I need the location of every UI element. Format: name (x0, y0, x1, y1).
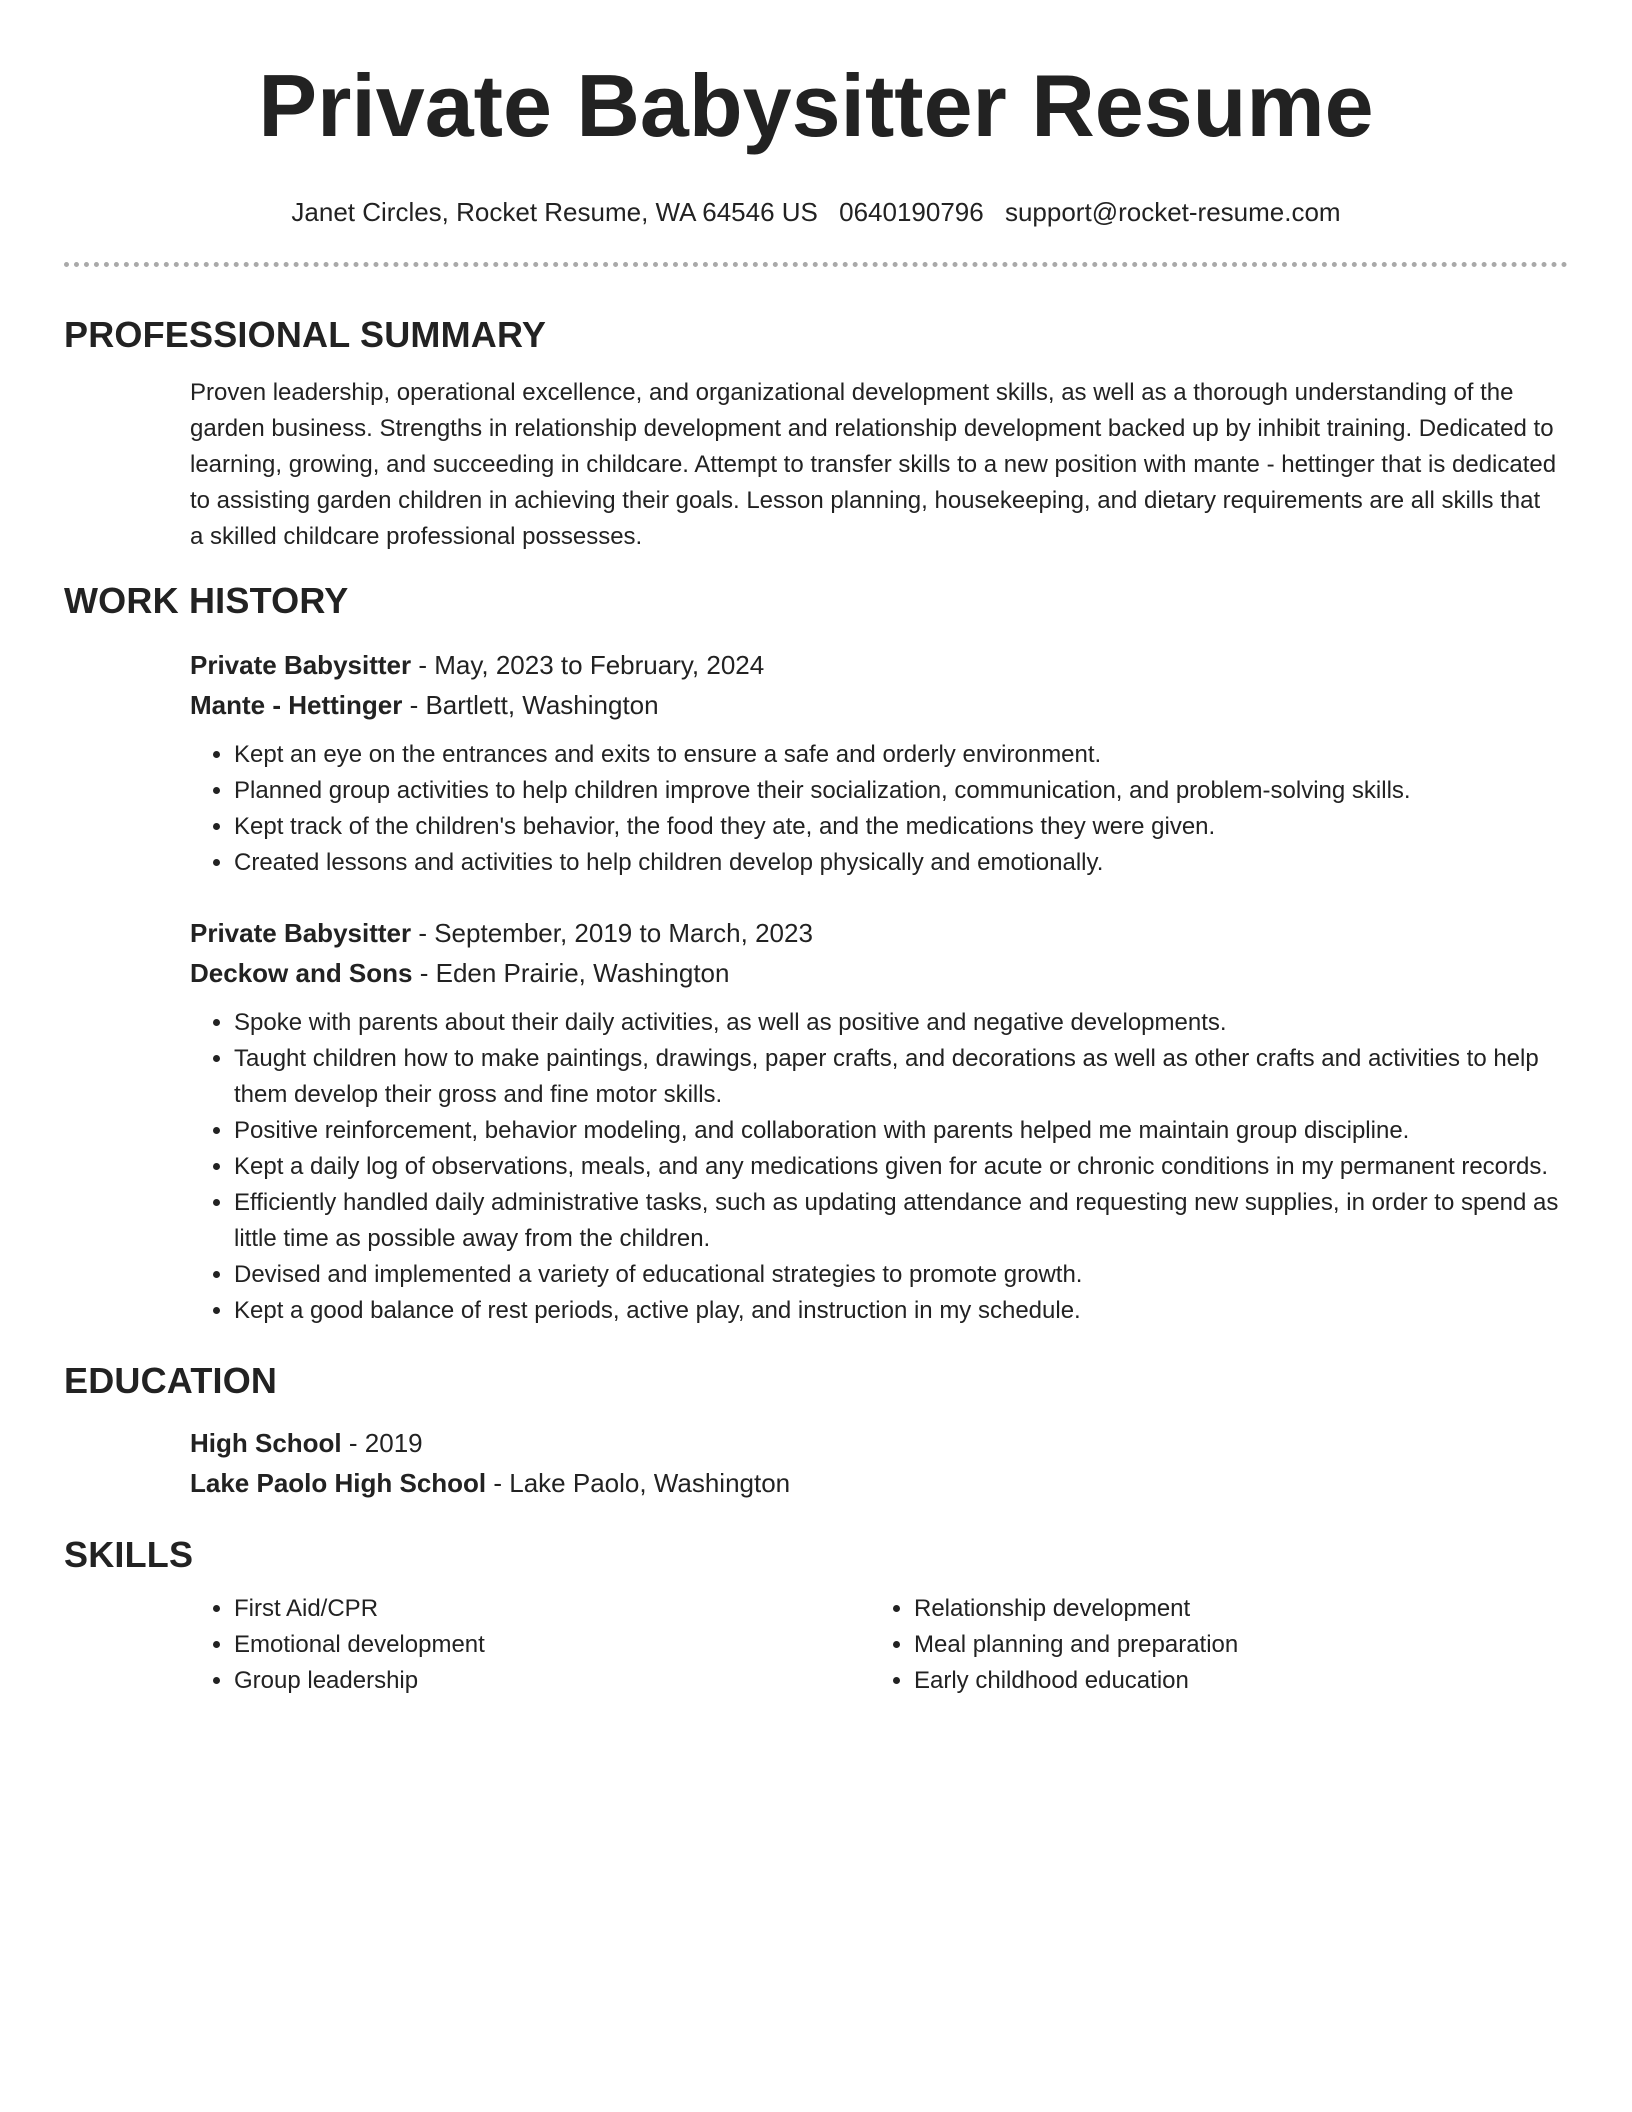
company-location: - Bartlett, Washington (402, 690, 659, 720)
work-history-section (64, 579, 1568, 1329)
company-location: - Eden Prairie, Washington (412, 958, 730, 988)
education-location: - Lake Paolo, Washington (486, 1468, 791, 1498)
company-name: Deckow and Sons (190, 958, 413, 988)
job-dates: - September, 2019 to March, 2023 (411, 918, 813, 948)
skills-grid (190, 1591, 1560, 1699)
job-bullet-list (190, 737, 1560, 881)
contact-phone: 0640190796 (839, 197, 984, 227)
summary-text: Proven leadership, operational excellence, and organizational development skills, as well as a thorough understanding of the garden business. Strengths in relationship development and relationship development backed up by inhibit training. Dedicated to learning, growing, and succeeding in childcare. Attempt to transfer skills to a new position with mante - hettinger that is dedicated to assisting garden children in achieving their goals. Lesson planning, housekeeping, and dietary requirements are all skills that a skilled childcare professional possesses. (190, 379, 1557, 550)
job-title: Private Babysitter (190, 650, 412, 680)
job-bullet: • Planned group activities to help children improve their socialization, communication, and problem-solving skills. (234, 773, 1560, 809)
skill-item: • Group leadership (234, 1663, 870, 1699)
skill-item: • Relationship development (914, 1591, 1550, 1627)
skill-item: • Early childhood education (914, 1663, 1550, 1699)
skills-column-left (190, 1591, 870, 1699)
education-degree-line (190, 1423, 1560, 1463)
job-bullet: • Efficiently handled daily administrative tasks, such as updating attendance and requesting new supplies, in order to spend as little time as possible away from the children. (234, 1185, 1560, 1257)
company-line (190, 685, 1560, 725)
job-bullet: • Kept an eye on the entrances and exits to ensure a safe and orderly environment. (234, 737, 1560, 773)
job-entry (190, 645, 1560, 881)
skill-item: • Meal planning and preparation (914, 1627, 1550, 1663)
education-year: - 2019 (341, 1428, 423, 1458)
job-bullet: • Kept a daily log of observations, meals, and any medications given for acute or chronic conditions in my permanent records. (234, 1149, 1560, 1185)
job-title-line (190, 913, 1560, 953)
resume-title: Private Babysitter Resume (258, 56, 1374, 155)
company-line (190, 953, 1560, 993)
professional-summary-section (64, 313, 1568, 555)
job-bullet: • Created lessons and activities to help children develop physically and emotionally. (234, 845, 1560, 881)
skill-item: • Emotional development (234, 1627, 870, 1663)
job-entry (190, 913, 1560, 1329)
education-school: Lake Paolo High School (190, 1468, 487, 1498)
job-bullet-list (190, 1005, 1560, 1329)
contact-address: Janet Circles, Rocket Resume, WA 64546 US (291, 197, 818, 227)
contact-line (64, 196, 1568, 228)
skill-item: • First Aid/CPR (234, 1591, 870, 1627)
company-name: Mante - Hettinger (190, 690, 403, 720)
education-section (64, 1359, 1568, 1503)
job-bullet: • Kept track of the children's behavior, the food they ate, and the medications they were given. (234, 809, 1560, 845)
section-heading-work-history: WORK HISTORY (64, 580, 349, 621)
education-degree: High School (190, 1428, 342, 1458)
job-bullet: • Kept a good balance of rest periods, active play, and instruction in my schedule. (234, 1293, 1560, 1329)
job-bullet: • Spoke with parents about their daily activities, as well as positive and negative developments. (234, 1005, 1560, 1041)
job-bullet: • Taught children how to make paintings, drawings, paper crafts, and decorations as well as other crafts and activities to help them develop their gross and fine motor skills. (234, 1041, 1560, 1113)
education-school-line (190, 1463, 1560, 1503)
section-heading-skills: SKILLS (64, 1534, 194, 1575)
section-heading-education: EDUCATION (64, 1360, 278, 1401)
section-heading-summary: PROFESSIONAL SUMMARY (64, 314, 547, 355)
job-dates: - May, 2023 to February, 2024 (411, 650, 765, 680)
contact-email: support@rocket-resume.com (1004, 197, 1341, 227)
job-bullet: • Positive reinforcement, behavior modeling, and collaboration with parents helped me maintain group discipline. (234, 1113, 1560, 1149)
skills-column-right (870, 1591, 1550, 1699)
job-title: Private Babysitter (190, 918, 412, 948)
header-divider (64, 262, 1568, 267)
job-title-line (190, 645, 1560, 685)
skills-section (64, 1533, 1568, 1699)
job-bullet: • Devised and implemented a variety of educational strategies to promote growth. (234, 1257, 1560, 1293)
